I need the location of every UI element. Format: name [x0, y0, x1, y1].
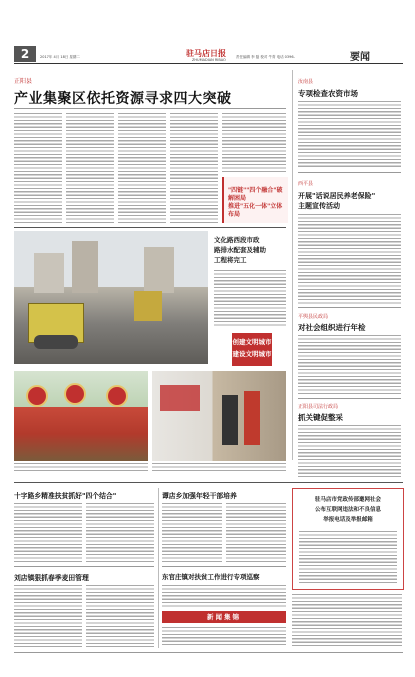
editor-line: 责任编辑 李 磊 校对 牛青 电话 0396-: [236, 55, 295, 59]
right-item4-text: [298, 425, 401, 477]
right-item2-title-1: 开展"话说居民养老保险": [298, 192, 376, 200]
lead-text-col-5: [222, 113, 286, 173]
bottom-3-text-col-1: [14, 585, 82, 647]
civilization-stamp: [232, 333, 272, 366]
photo-caption-right: [152, 463, 286, 471]
bottom-right-text: [292, 594, 402, 646]
bottom-4-text: [162, 585, 286, 607]
notice-title-line-1: 驻马店市党政传部邀网社会: [314, 497, 381, 503]
road-construction-photo: [14, 231, 208, 364]
photo-title-line-3: 工程将完工: [214, 256, 247, 264]
bottom-top-rule: [14, 482, 403, 483]
lead-quote-2: 推进"五化一体"立体布局: [228, 203, 283, 218]
stamp-line-2: 建设文明城市: [232, 350, 272, 358]
lead-text-col-3: [118, 113, 166, 223]
bottom-headline-1: 十字路乡精准扶贫抓好"四个结合": [14, 492, 117, 500]
photo-title-line-1: 文化路西段市政: [214, 236, 260, 244]
bottom-1-text-col-2: [86, 503, 154, 563]
section-name: 要闻: [350, 52, 370, 63]
news-digest-text: [162, 627, 286, 647]
notice-title: [297, 495, 399, 525]
right-item2-text: [298, 214, 401, 304]
footer-rule: [14, 652, 403, 653]
bottom-mid-rule-right: [162, 566, 286, 567]
right-item4-title: 抓关键促整采: [298, 413, 343, 422]
lead-text-col-4: [170, 113, 218, 223]
paper-logo-pinyin: ZHUMADIAN RIBAO: [192, 58, 226, 62]
bottom-mid-rule-left: [14, 566, 154, 567]
lead-headline: 产业集聚区依托资源寻求四大突破: [14, 91, 232, 107]
right-item2-title-2: 主题宣传活动: [298, 202, 340, 210]
right-item1-title: 专项检查农资市场: [298, 89, 358, 98]
lead-text-col-1: [14, 113, 62, 223]
lead-kicker: 正阳县: [14, 78, 33, 85]
lead-quote-box: [222, 177, 288, 223]
bottom-2-text-col-2: [226, 503, 286, 563]
bus-photo: [152, 371, 286, 461]
photo-title-line-2: 路排水配套及辅助: [214, 246, 266, 254]
masthead-rule: [14, 63, 403, 64]
lead-rule: [14, 108, 286, 109]
right-rule-3: [298, 398, 401, 399]
bottom-2-text-col-1: [162, 503, 222, 563]
notice-box: [292, 488, 404, 590]
photo-story-top-rule: [14, 227, 286, 228]
bottom-divider-1: [158, 488, 159, 648]
notice-title-line-3: 举报电话及举报邮箱: [323, 517, 373, 523]
bottom-headline-2: 谭店乡加强年轻干部培养: [162, 492, 237, 500]
right-item3-text: [298, 335, 401, 395]
paper-logo: 驻马店日报: [186, 48, 226, 58]
notice-title-line-2: 公布互联网违法和不良信息: [314, 507, 381, 513]
page-number: 2: [14, 46, 36, 62]
bottom-headline-4: 东官庄镇对扶贫工作进行专项巡察: [162, 573, 260, 581]
right-item3-kicker: 平舆县民政局: [298, 314, 329, 320]
date-line: 2017年 4月 18日 星期二: [40, 55, 80, 59]
right-rule-1: [298, 172, 401, 173]
lead-quote-1: "四链""四个融合"破解困局: [228, 187, 283, 202]
right-item1-kicker: 汝南县: [298, 79, 314, 85]
right-rule-2: [298, 307, 401, 308]
right-item1-text: [298, 101, 401, 169]
stamp-line-1: 创建文明城市: [232, 338, 272, 346]
right-item2-kicker: 西平县: [298, 181, 314, 187]
bottom-1-text-col-1: [14, 503, 82, 563]
photo-story-title: [214, 235, 286, 265]
notice-text: [299, 531, 397, 583]
right-column-divider: [292, 70, 293, 460]
lead-text-col-2: [66, 113, 114, 223]
right-item3-title: 对社会组织进行年检: [298, 323, 366, 332]
performance-photo: [14, 371, 148, 461]
bottom-headline-3: 刘店镇狠抓春季麦田管理: [14, 574, 89, 582]
news-digest-tag: 新闻集锦: [162, 611, 286, 623]
right-item4-kicker: 正阳县司法行政局: [298, 404, 339, 410]
bottom-3-text-col-2: [86, 585, 154, 647]
photo-story-text: [214, 270, 286, 328]
photo-caption-left: [14, 463, 148, 471]
